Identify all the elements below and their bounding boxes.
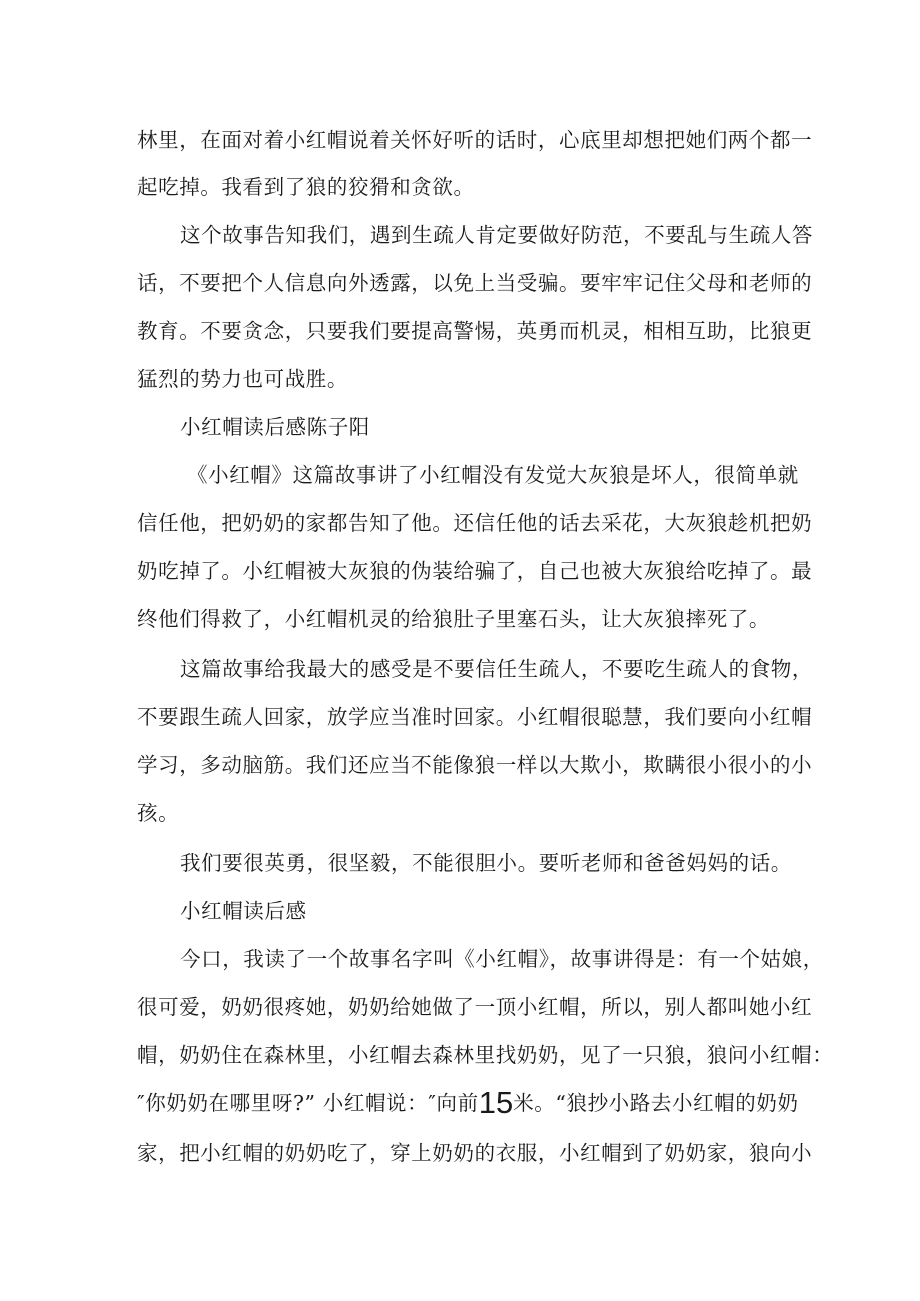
text-line: 帽，奶奶住在森林里，小红帽去森林里找奶奶，见了一只狼，狼问小红帽： — [137, 1043, 834, 1067]
text-line: 学习，多动脑筋。我们还应当不能像狼一样以大欺小，欺瞒很小很小的小 — [137, 753, 813, 777]
text-line: 很可爱，奶奶很疼她，奶奶给她做了一顶小红帽，所以，别人都叫她小红 — [137, 995, 813, 1019]
text-line: 《小红帽》这篇故事讲了小红帽没有发觉大灰狼是坏人，很简单就 — [187, 463, 799, 487]
section-heading: 小红帽读后感 — [180, 899, 307, 923]
text-line: 林里，在面对着小红帽说着关怀好听的话时，心底里却想把她们两个都一 — [137, 128, 813, 152]
text-line: 孩。 — [137, 801, 180, 825]
text-line: 我们要很英勇，很坚毅，不能很胆小。要听老师和爸爸妈妈的话。 — [180, 851, 792, 875]
text-line: 信任他，把奶奶的家都告知了他。还信任他的话去采花，大灰狼趁机把奶 — [137, 511, 813, 535]
text-line: 这篇故事给我最大的感受是不要信任生疏人，不要吃生疏人的食物， — [180, 657, 813, 681]
section-heading: 小红帽读后感陈子阳 — [180, 415, 370, 439]
text-line: 家，把小红帽的奶奶吃了，穿上奶奶的衣服，小红帽到了奶奶家，狼向小 — [137, 1141, 813, 1165]
text-line: 奶吃掉了。小红帽被大灰狼的伪装给骗了，自己也被大灰狼给吃掉了。最 — [137, 559, 813, 583]
text-line: 不要跟生疏人回家，放学应当准时回家。小红帽很聪慧，我们要向小红帽 — [137, 705, 813, 729]
text-segment: 米。“狼抄小路去小红帽的奶奶 — [513, 1091, 799, 1115]
text-segment: ″你奶奶在哪里呀?” 小红帽说：″向前 — [137, 1091, 479, 1115]
text-line: 猛烈的势力也可战胜。 — [137, 367, 348, 391]
text-line: 这个故事告知我们，遇到生疏人肯定要做好防范，不要乱与生疏人答 — [180, 223, 813, 247]
text-line: 终他们得救了，小红帽机灵的给狼肚子里塞石头，让大灰狼摔死了。 — [137, 607, 770, 631]
text-line: 教育。不要贪念，只要我们要提高警惕，英勇而机灵，相相互助，比狼更 — [137, 319, 813, 343]
text-line: 起吃掉。我看到了狼的狡猾和贪欲。 — [137, 175, 475, 199]
distance-number: 15 — [478, 1085, 514, 1120]
text-line: 话，不要把个人信息向外透露，以免上当受骗。要牢牢记住父母和老师的 — [137, 271, 813, 295]
text-line: 今口，我读了一个故事名字叫《小红帽》，故事讲得是：有一个姑娘， — [180, 947, 824, 971]
text-line — [137, 1085, 799, 1120]
